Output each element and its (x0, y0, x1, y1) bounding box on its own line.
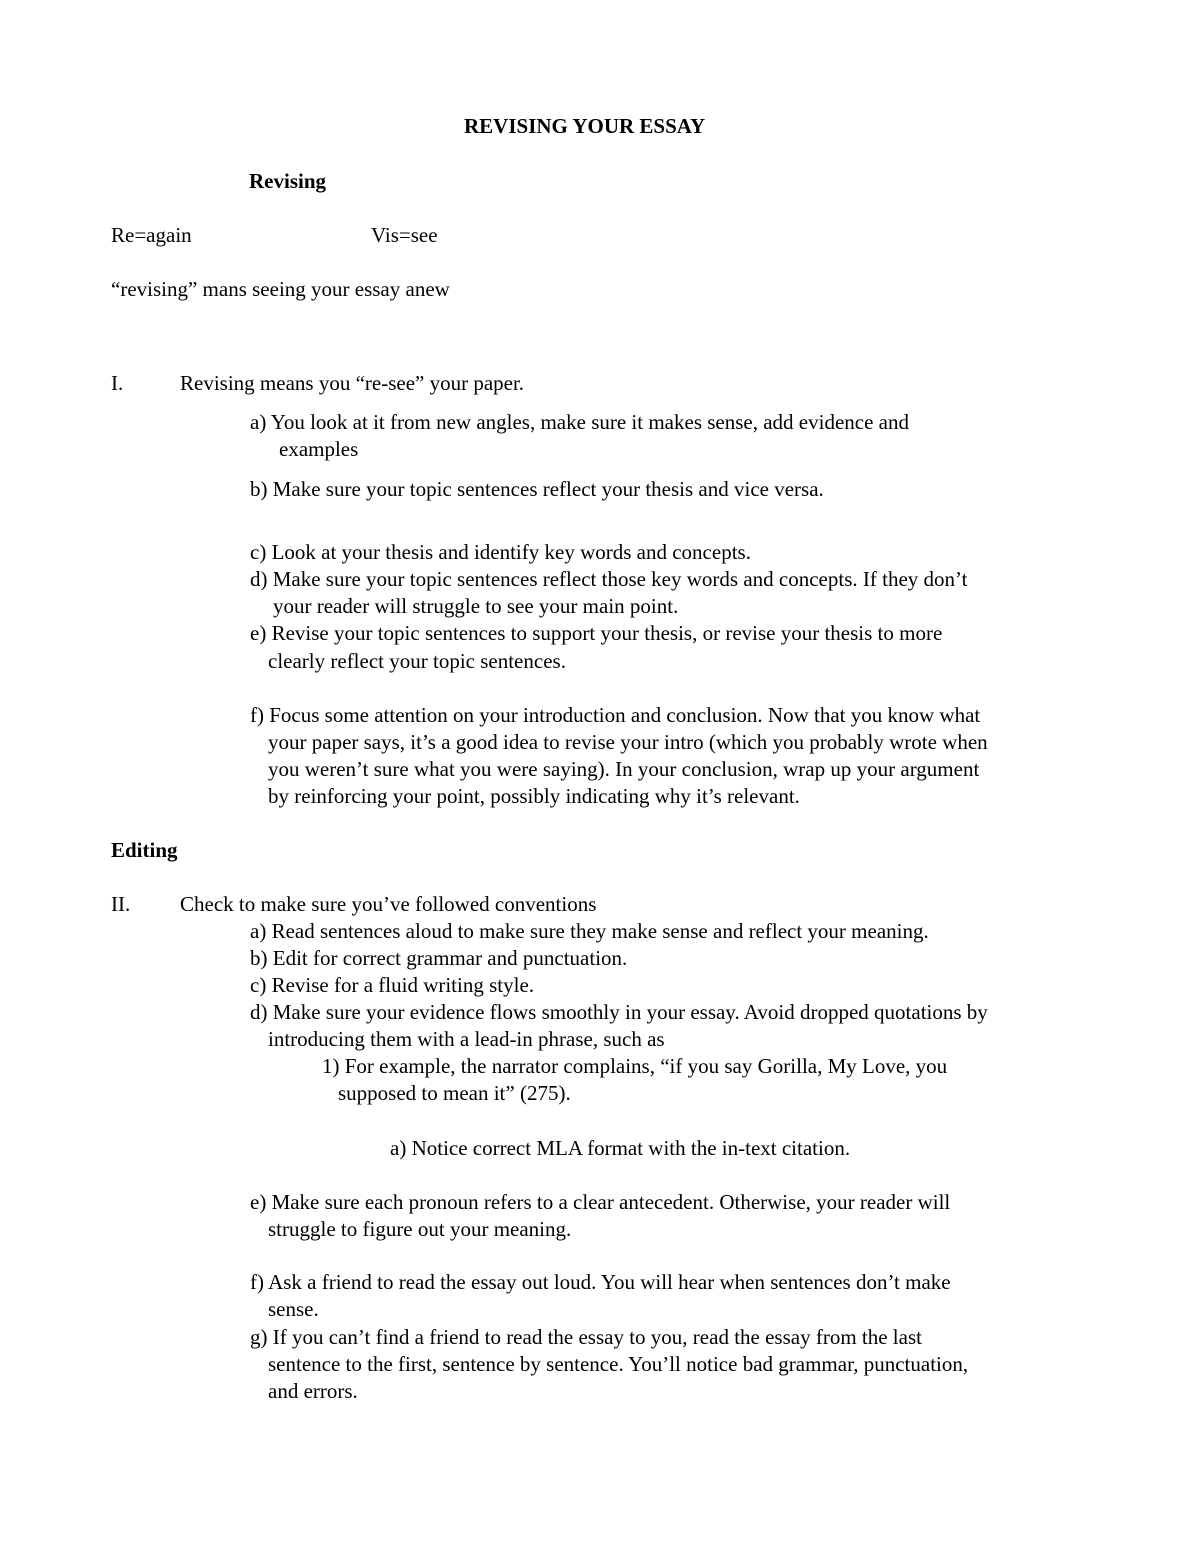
section2-item-b-line1: b) Edit for correct grammar and punctuation. (250, 946, 628, 970)
section1-item-f-line4: by reinforcing your point, possibly indicating why it’s relevant. (268, 784, 800, 808)
section1-item-c-line1: c) Look at your thesis and identify key words and concepts. (250, 540, 751, 564)
section2-item-e-line1: e) Make sure each pronoun refers to a clear antecedent. Otherwise, your reader will (250, 1190, 951, 1214)
section2-item-d-line2: introducing them with a lead-in phrase, such as (268, 1027, 665, 1051)
etymology-re: Re=again (111, 223, 192, 247)
section1-item-f-line2: your paper says, it’s a good idea to revise your intro (which you probably wrote when (268, 730, 988, 754)
section2-item-d-line1: d) Make sure your evidence flows smoothly in your essay. Avoid dropped quotations by (250, 1000, 988, 1024)
section2-heading: Check to make sure you’ve followed conventions (180, 892, 597, 916)
section2-item-f-line1: f) Ask a friend to read the essay out loud. You will hear when sentences don’t make (250, 1270, 951, 1294)
section1-item-f-line3: you weren’t sure what you were saying). In your conclusion, wrap up your argument (268, 757, 980, 781)
editing-heading: Editing (111, 838, 178, 862)
section1-item-d-line1: d) Make sure your topic sentences reflect those key words and concepts. If they don’t (250, 567, 968, 591)
section2-subsubitem-a-line1: a) Notice correct MLA format with the in-text citation. (390, 1136, 851, 1160)
definition-text: “revising” mans seeing your essay anew (111, 277, 450, 301)
section1-item-a-line1: a) You look at it from new angles, make sure it makes sense, add evidence and (250, 410, 909, 434)
section1-item-d-line2: your reader will struggle to see your main point. (273, 594, 679, 618)
section1-item-b-line1: b) Make sure your topic sentences reflect your thesis and vice versa. (250, 477, 824, 501)
etymology-vis: Vis=see (371, 223, 438, 247)
revising-heading: Revising (249, 169, 327, 193)
section2-item-g-line2: sentence to the first, sentence by sentence. You’ll notice bad grammar, punctuation, (268, 1352, 969, 1376)
section1-numeral: I. (111, 371, 124, 395)
section2-item-f-line2: sense. (268, 1297, 319, 1321)
section1-item-f-line1: f) Focus some attention on your introduction and conclusion. Now that you know what (250, 703, 981, 727)
section2-subitem-1-line2: supposed to mean it” (275). (338, 1081, 571, 1105)
section2-item-e-line2: struggle to figure out your meaning. (268, 1217, 572, 1241)
section1-item-e-line2: clearly reflect your topic sentences. (268, 649, 566, 673)
section2-item-c-line1: c) Revise for a fluid writing style. (250, 973, 535, 997)
section2-item-a-line1: a) Read sentences aloud to make sure they make sense and reflect your meaning. (250, 919, 929, 943)
section2-numeral: II. (111, 892, 131, 916)
section2-subitem-1-line1: 1) For example, the narrator complains, “if you say Gorilla, My Love, you (322, 1054, 948, 1078)
section2-item-g-line1: g) If you can’t find a friend to read the essay to you, read the essay from the last (250, 1325, 922, 1349)
page-title: REVISING YOUR ESSAY (464, 114, 706, 138)
section1-heading: Revising means you “re-see” your paper. (180, 371, 525, 395)
section1-item-a-line2: examples (279, 437, 359, 461)
section2-item-g-line3: and errors. (268, 1379, 358, 1403)
section1-item-e-line1: e) Revise your topic sentences to support your thesis, or revise your thesis to more (250, 621, 943, 645)
